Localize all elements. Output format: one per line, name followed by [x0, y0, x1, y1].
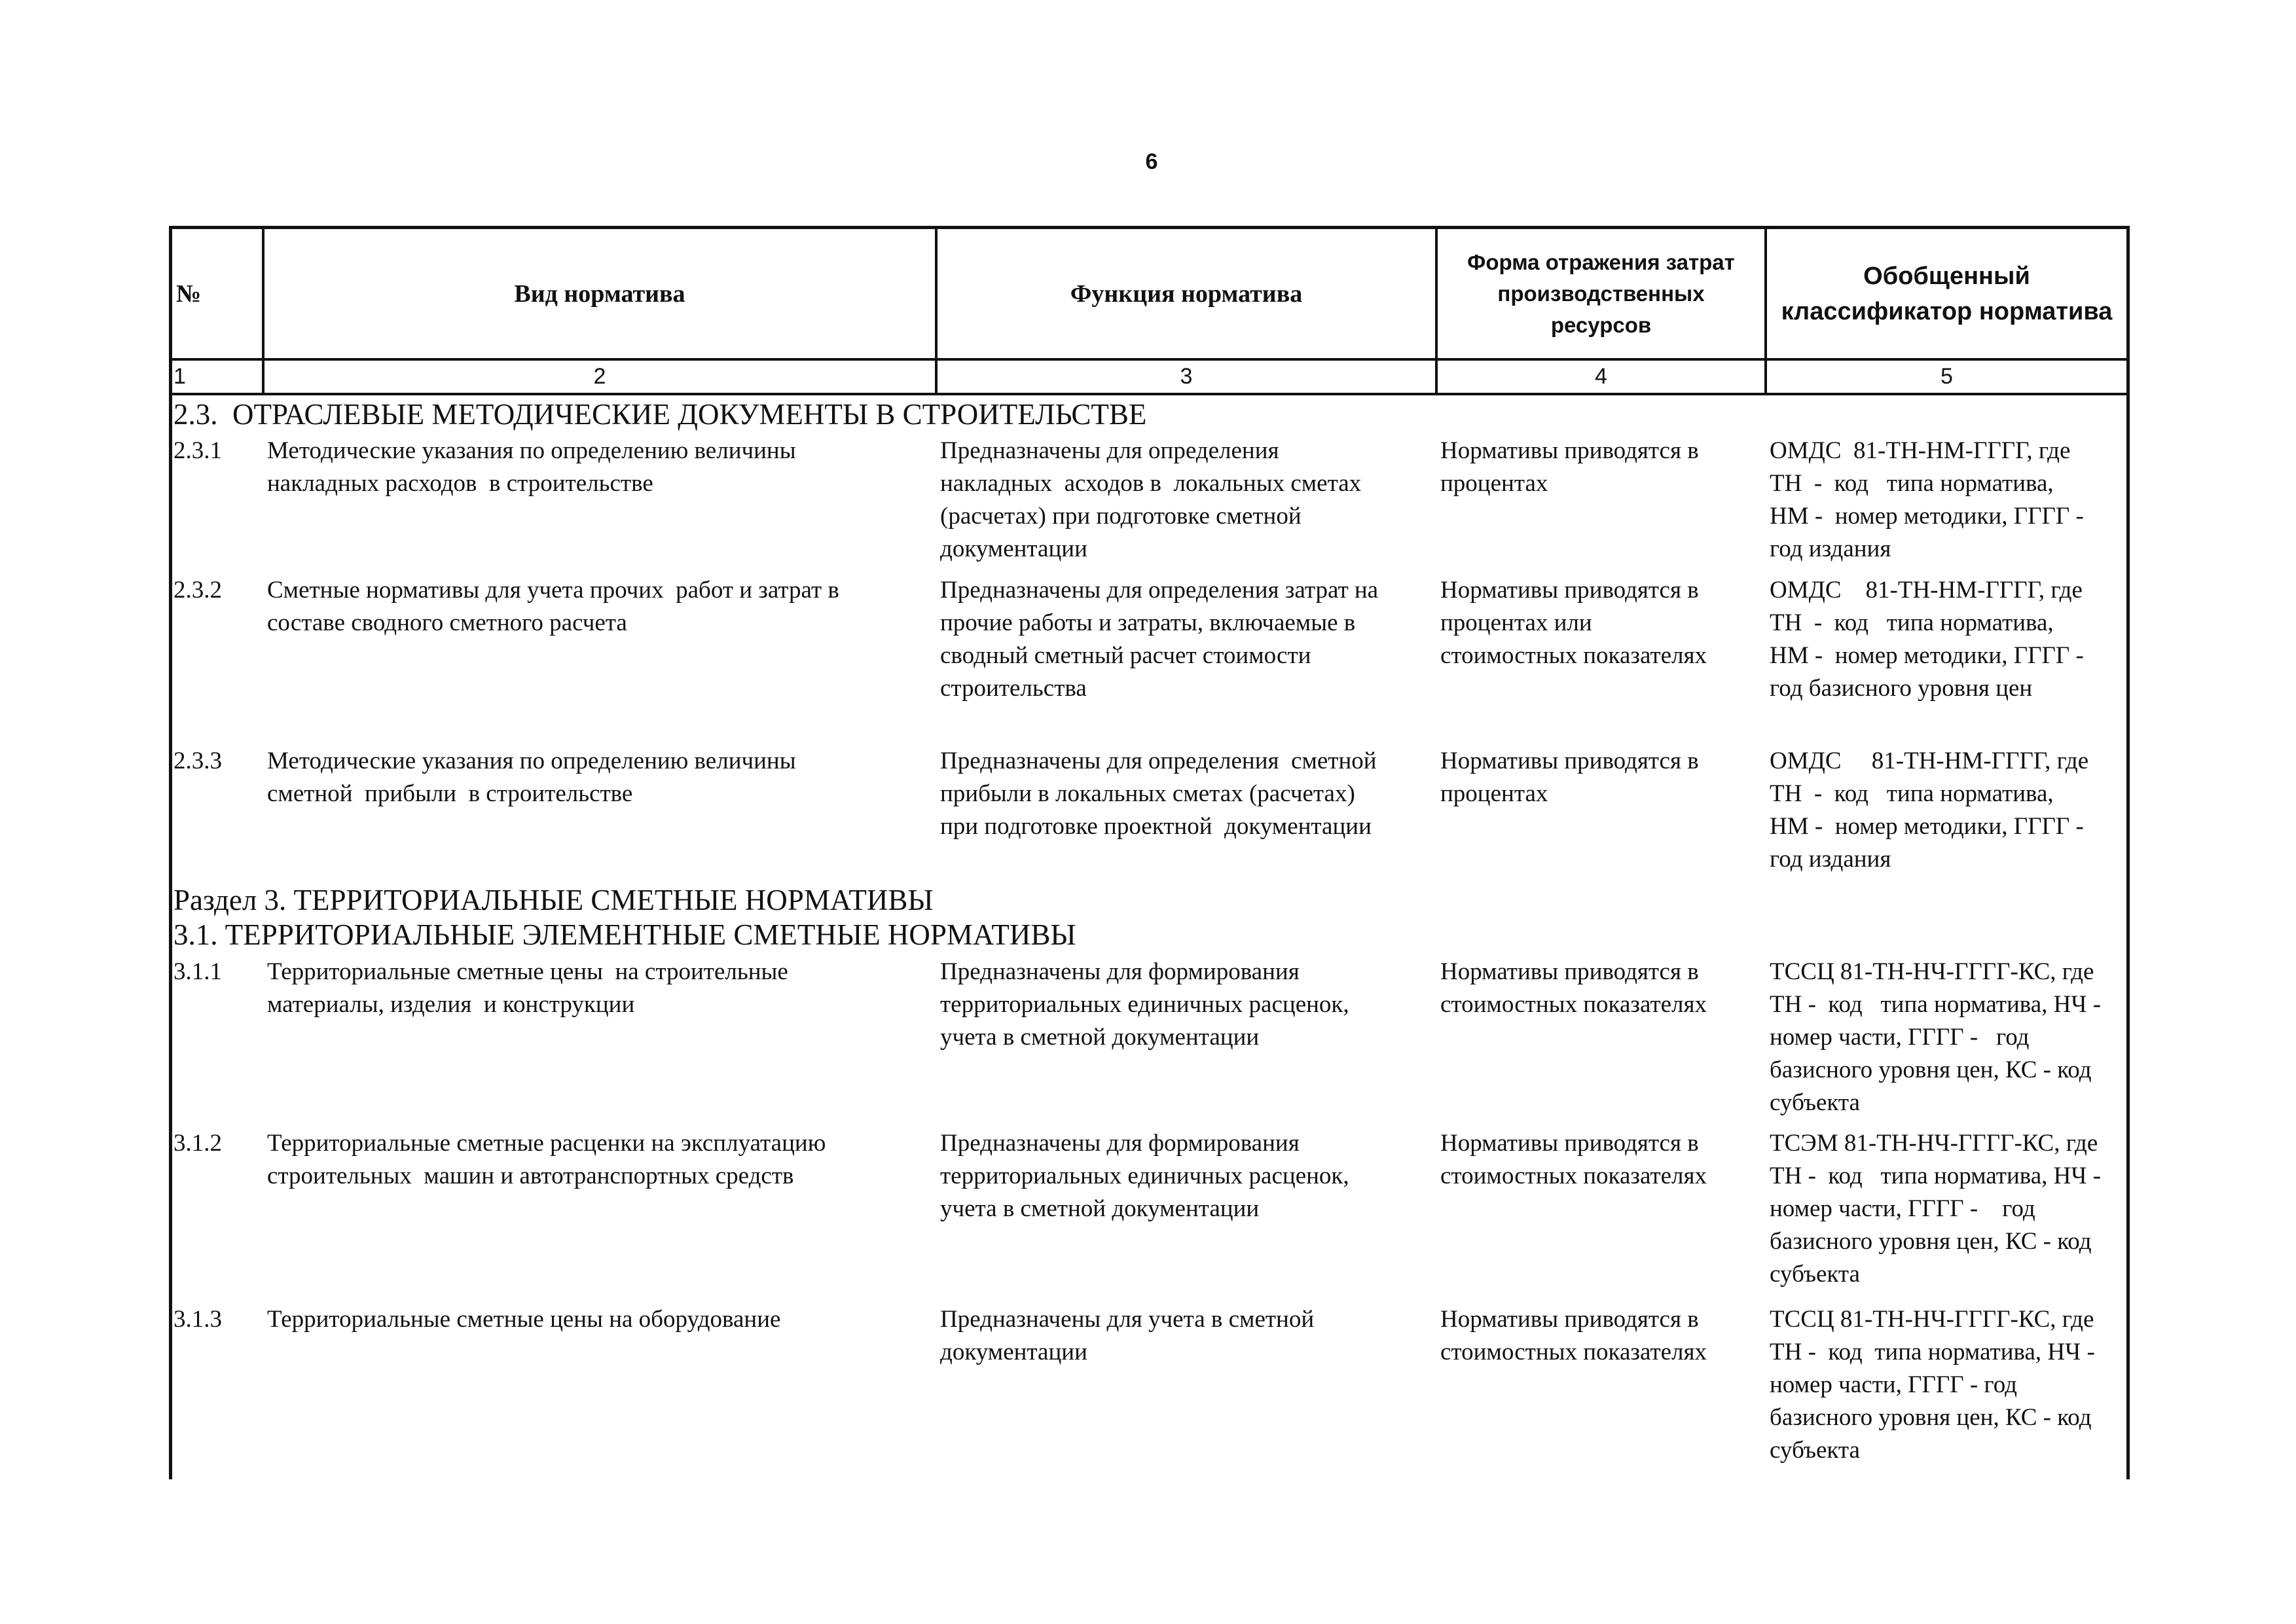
text-line: номер части, ГГГГ - год: [1770, 1371, 2018, 1398]
row-classifier: [1770, 1303, 2095, 1467]
row-number: 2.3.3: [173, 748, 222, 774]
text-line: НМ - номер методики, ГГГГ -: [1770, 642, 2084, 669]
text-line: сводный сметный расчет стоимости: [940, 642, 1311, 669]
column-number-3: 3: [1180, 364, 1193, 389]
row-function: [940, 435, 1361, 566]
text-line: номер части, ГГГГ - год: [1770, 1195, 2035, 1222]
row-type: [267, 1127, 826, 1193]
text-line: ОМДС 81-ТН-НМ-ГГГГ, где: [1770, 437, 2071, 464]
row-classifier: [1770, 574, 2084, 705]
row-number: 3.1.2: [173, 1130, 222, 1157]
text-line: Нормативы приводятся в: [1440, 577, 1699, 604]
text-line: Сметные нормативы для учета прочих работ и затрат в: [267, 577, 839, 604]
row-type: [267, 956, 788, 1021]
row-number: 3.1.1: [173, 958, 222, 985]
text-line: Нормативы приводятся в: [1440, 437, 1699, 464]
text-line: процентах: [1440, 780, 1548, 807]
colnum-bottom-border: [169, 393, 2130, 395]
row-classifier: [1770, 1127, 2101, 1291]
text-line: при подготовке проектной документации: [940, 813, 1372, 840]
text-line: стоимостных показателях: [1440, 642, 1707, 669]
row-form: [1440, 435, 1699, 500]
text-line: Нормативы приводятся в: [1440, 748, 1699, 774]
column-number-1: 1: [173, 364, 186, 389]
header-form: [1438, 229, 1764, 358]
row-type: [267, 1303, 780, 1336]
text-line: ТН - код типа норматива,: [1770, 780, 2054, 807]
text-line: Нормативы приводятся в: [1440, 958, 1699, 985]
text-line: Методические указания по определению величины: [267, 437, 796, 464]
text-line: Нормативы приводятся в: [1440, 1306, 1699, 1333]
text-line: строительства: [940, 675, 1087, 702]
text-line: ТН - код типа норматива, НЧ -: [1770, 1339, 2095, 1365]
text-line: ТН - код типа норматива, НЧ -: [1770, 991, 2102, 1018]
row-function: [940, 574, 1378, 705]
text-line: Предназначены для формирования: [940, 1130, 1300, 1157]
header-bottom-border: [169, 358, 2130, 361]
section-heading-2-3: 2.3. ОТРАСЛЕВЫЕ МЕТОДИЧЕСКИЕ ДОКУМЕНТЫ В СТРОИТЕЛЬСТВЕ: [173, 398, 1147, 431]
table-right-border: [2126, 226, 2130, 1479]
row-type: [267, 574, 839, 640]
section-heading-3-1: 3.1. ТЕРРИТОРИАЛЬНЫЕ ЭЛЕМЕНТНЫЕ СМЕТНЫЕ НОРМАТИВЫ: [173, 918, 1076, 951]
text-line: документации: [940, 1339, 1087, 1365]
text-line: Территориальные сметные цены на оборудование: [267, 1306, 781, 1333]
table-left-border: [169, 226, 172, 1479]
row-function: [940, 1303, 1314, 1369]
row-number: 3.1.3: [173, 1306, 222, 1333]
text-line: территориальных единичных расценок,: [940, 991, 1349, 1018]
text-line: ОМДС 81-ТН-НМ-ГГГГ, где: [1770, 748, 2089, 774]
text-line: прибыли в локальных сметах (расчетах): [940, 780, 1355, 807]
text-line: НМ - номер методики, ГГГГ -: [1770, 503, 2084, 530]
row-function: [940, 745, 1377, 843]
header-form-line: ресурсов: [1550, 312, 1652, 337]
column-number-5: 5: [1941, 364, 1953, 389]
text-line: сметной прибыли в строительстве: [267, 780, 633, 807]
text-line: документации: [940, 535, 1087, 562]
section-heading-razdel-3: Раздел 3. ТЕРРИТОРИАЛЬНЫЕ СМЕТНЫЕ НОРМАТИВЫ: [173, 884, 934, 916]
text-line: базисного уровня цен, КС - код: [1770, 1404, 2092, 1431]
text-line: ТСЭМ 81-ТН-НЧ-ГГГГ-КС, где: [1770, 1130, 2098, 1157]
header-classifier-line: классификатор норматива: [1781, 297, 2113, 325]
text-line: номер части, ГГГГ - год: [1770, 1024, 2030, 1051]
row-form: [1440, 574, 1707, 672]
text-line: (расчетах) при подготовке сметной: [940, 503, 1302, 530]
text-line: стоимостных показателях: [1440, 1163, 1707, 1189]
text-line: накладных расходов в строительстве: [267, 470, 653, 497]
text-line: базисного уровня цен, КС - код: [1770, 1056, 2092, 1083]
text-line: Территориальные сметные расценки на эксплуатацию: [267, 1130, 826, 1157]
text-line: составе сводного сметного расчета: [267, 609, 627, 636]
text-line: Предназначены для определения сметной: [940, 748, 1377, 774]
text-line: процентах: [1440, 470, 1548, 497]
header-classifier: [1767, 229, 2126, 358]
text-line: ТССЦ 81-ТН-НЧ-ГГГГ-КС, где: [1770, 958, 2094, 985]
text-line: стоимостных показателях: [1440, 1339, 1707, 1365]
header-type: Вид норматива: [514, 280, 685, 308]
text-line: прочие работы и затраты, включаемые в: [940, 609, 1356, 636]
text-line: ТССЦ 81-ТН-НЧ-ГГГГ-КС, где: [1770, 1306, 2094, 1333]
row-form: [1440, 1127, 1707, 1193]
text-line: субъекта: [1770, 1089, 1860, 1116]
text-line: Методические указания по определению величины: [267, 748, 796, 774]
text-line: Предназначены для определения: [940, 437, 1279, 464]
text-line: базисного уровня цен, КС - код: [1770, 1228, 2092, 1255]
text-line: учета в сметной документации: [940, 1195, 1260, 1222]
text-line: НМ - номер методики, ГГГГ -: [1770, 813, 2084, 840]
text-line: процентах или: [1440, 609, 1592, 636]
row-form: [1440, 745, 1699, 810]
column-number-4: 4: [1595, 364, 1607, 389]
header-num: №: [176, 280, 202, 308]
header-function: Функция норматива: [1070, 280, 1303, 308]
column-number-2: 2: [593, 364, 606, 389]
row-form: [1440, 956, 1707, 1021]
text-line: стоимостных показателях: [1440, 991, 1707, 1018]
row-classifier: [1770, 956, 2101, 1119]
text-line: учета в сметной документации: [940, 1024, 1260, 1051]
row-classifier: [1770, 745, 2088, 876]
row-function: [940, 1127, 1349, 1225]
row-function: [940, 956, 1349, 1054]
row-form: [1440, 1303, 1707, 1369]
text-line: Предназначены для учета в сметной: [940, 1306, 1315, 1333]
text-line: ОМДС 81-ТН-НМ-ГГГГ, где: [1770, 577, 2083, 604]
header-classifier-line: Обобщенный: [1863, 262, 2030, 290]
text-line: Предназначены для определения затрат на: [940, 577, 1379, 604]
row-classifier: [1770, 435, 2084, 566]
text-line: ТН - код типа норматива,: [1770, 470, 2054, 497]
text-line: территориальных единичных расценок,: [940, 1163, 1349, 1189]
text-line: год издания: [1770, 535, 1891, 562]
text-line: год базисного уровня цен: [1770, 675, 2033, 702]
text-line: строительных машин и автотранспортных средств: [267, 1163, 794, 1189]
text-line: Предназначены для формирования: [940, 958, 1300, 985]
row-type: [267, 745, 796, 810]
text-line: год издания: [1770, 846, 1891, 873]
text-line: ТН - код типа норматива,: [1770, 609, 2054, 636]
row-number: 2.3.1: [173, 437, 222, 464]
row-type: [267, 435, 796, 500]
page-number: 6: [1145, 149, 1158, 174]
text-line: субъекта: [1770, 1437, 1860, 1464]
text-line: субъекта: [1770, 1261, 1860, 1288]
header-form-line: Форма отражения затрат: [1467, 249, 1735, 274]
text-line: Территориальные сметные цены на строительные: [267, 958, 788, 985]
text-line: Нормативы приводятся в: [1440, 1130, 1699, 1157]
text-line: ТН - код типа норматива, НЧ -: [1770, 1163, 2102, 1189]
row-number: 2.3.2: [173, 577, 222, 604]
text-line: накладных асходов в локальных сметах: [940, 470, 1362, 497]
header-form-line: производственных: [1497, 281, 1705, 306]
text-line: материалы, изделия и конструкции: [267, 991, 635, 1018]
